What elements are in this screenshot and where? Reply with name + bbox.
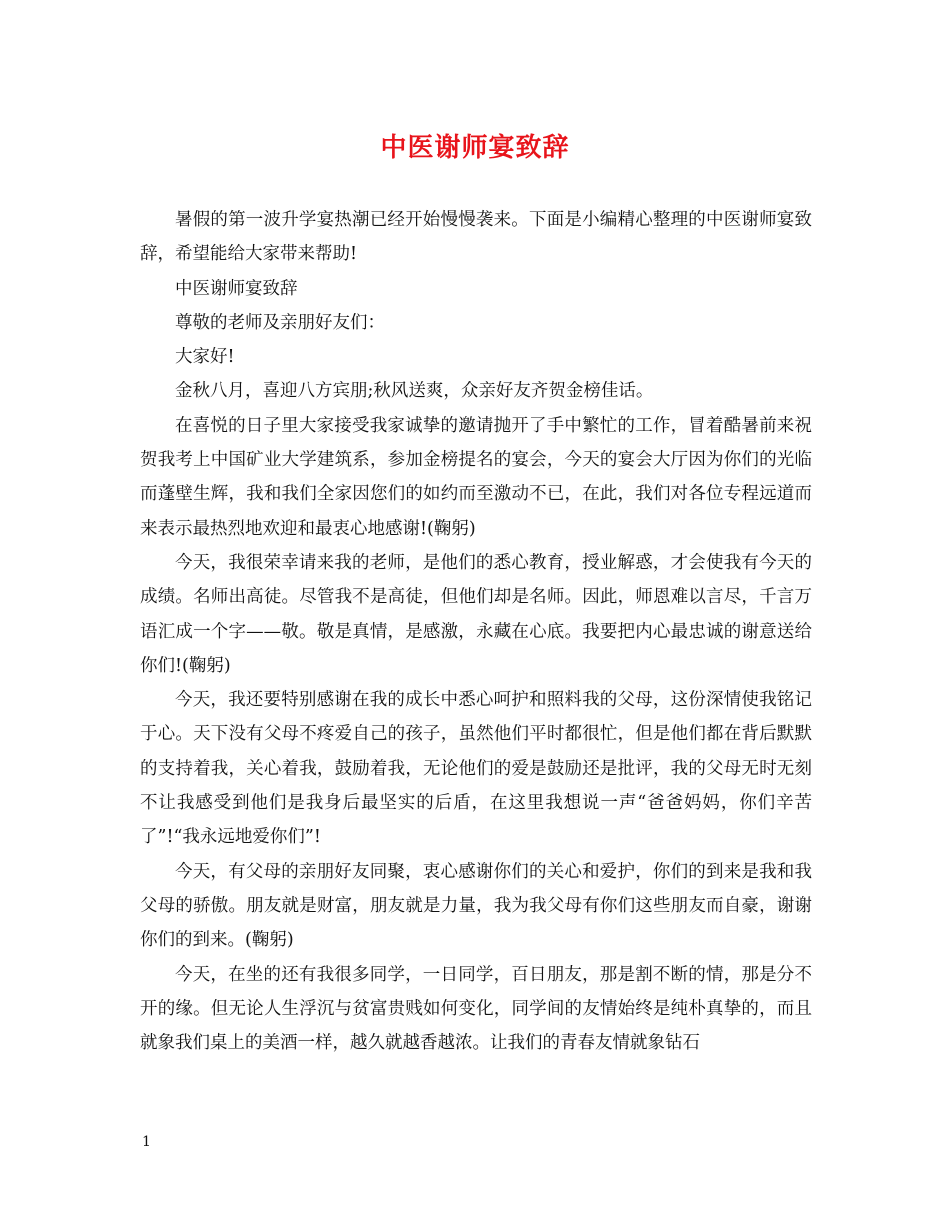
paragraph-opening: 金秋八月，喜迎八方宾朋;秋风送爽，众亲好友齐贺金榜佳话。: [175, 381, 654, 402]
paragraph-classmates: 今天，在坐的还有我很多同学，一日同学，百日朋友，那是割不断的情，那是分不开的缘。但无论人生浮沉与贫富贵贱如何变化，同学间的友情始终是纯朴真挚的，而且就象我们桌上的美酒一样，越久就越香越浓。让我们的青春友情就象钻石: [140, 964, 812, 1054]
paragraph-salutation: 尊敬的老师及亲朋好友们：: [175, 312, 385, 333]
document-title: 中医谢师宴致辞: [380, 133, 570, 163]
paragraph-intro: 暑假的第一波升学宴热潮已经开始慢慢袭来。下面是小编精心整理的中医谢师宴致辞，希望能给大家带来帮助!: [140, 210, 812, 265]
paragraph-teachers: 今天，我很荣幸请来我的老师，是他们的悉心教育，授业解惑，才会使我有今天的成绩。名师出高徒。尽管我不是高徒，但他们却是名师。因此，师恩难以言尽，千言万语汇成一个字——敬。敬是真情，是感激，永藏在心底。我要把内心最忠诚的谢意送给你们!(鞠躬): [140, 552, 812, 676]
paragraph-parents: 今天，我还要特别感谢在我的成长中悉心呵护和照料我的父母，这份深情使我铭记于心。天下没有父母不疼爱自己的孩子，虽然他们平时都很忙，但是他们都在背后默默的支持着我，关心着我，鼓励着我，无论他们的爱是鼓励还是批评，我的父母无时无刻不让我感受到他们是我身后最坚实的后盾，在这里我想说一声“爸爸妈妈，你们辛苦了”!“我永远地爱你们”!: [140, 690, 812, 848]
document-body: [140, 203, 812, 1060]
page-number: 1: [142, 1134, 151, 1150]
paragraph-greeting: 大家好!: [175, 347, 235, 368]
paragraph-friends: 今天，有父母的亲朋好友同聚，衷心感谢你们的关心和爱护，你们的到来是我和我父母的骄傲。朋友就是财富，朋友就是力量，我为我父母有你们这些朋友而自豪，谢谢你们的到来。(鞠躬): [140, 861, 812, 951]
paragraph-welcome: 在喜悦的日子里大家接受我家诚挚的邀请抛开了手中繁忙的工作，冒着酷暑前来祝贺我考上中国矿业大学建筑系，参加金榜提名的宴会，今天的宴会大厅因为你们的光临而蓬壁生辉，我和我们全家因您们的如约而至激动不已，在此，我们对各位专程远道而来表示最热烈地欢迎和最衷心地感谢!(鞠躬): [140, 415, 812, 539]
paragraph-subtitle: 中医谢师宴致辞: [175, 278, 298, 299]
